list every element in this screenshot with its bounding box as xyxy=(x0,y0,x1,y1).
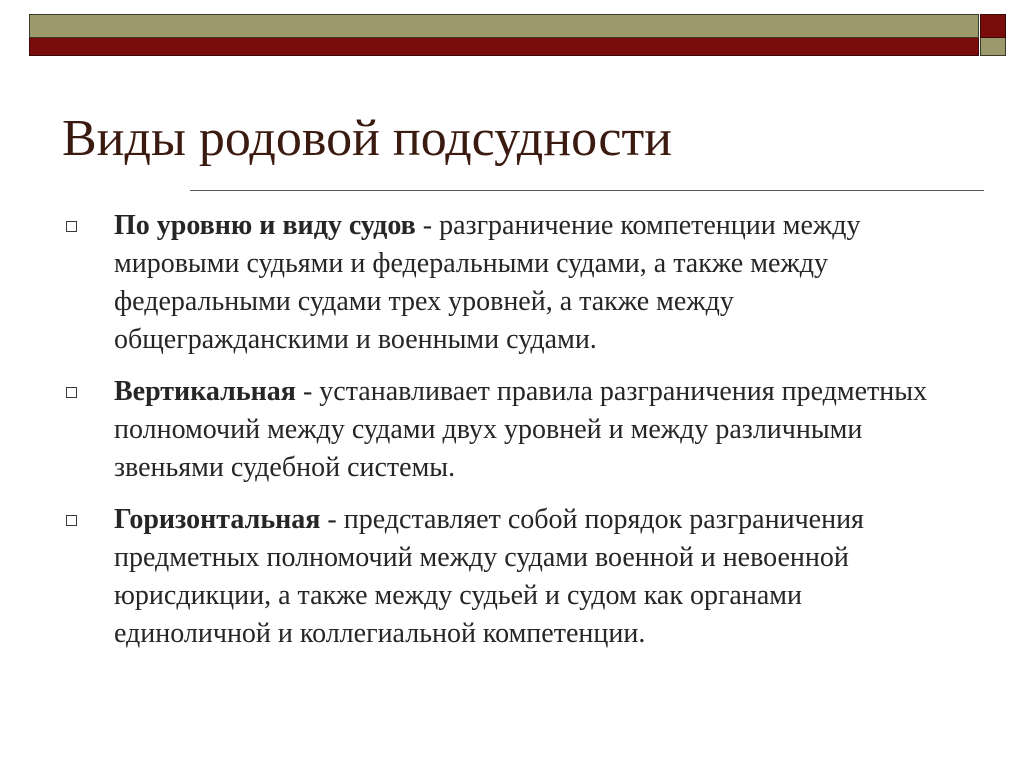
list-item xyxy=(60,373,950,487)
square-bullet-icon xyxy=(66,221,77,232)
list-item xyxy=(60,501,950,653)
item-text: - представляет собой порядок разграничения предметных полномочий между судами военной и невоенной юрисдикции, а также между судьей и судом как органами единоличной и коллегиальной компетенции. xyxy=(114,504,864,649)
slide-title: Виды родовой подсудности xyxy=(62,110,673,167)
item-term: По уровню и виду судов xyxy=(114,210,416,241)
item-term: Горизонтальная xyxy=(114,504,321,535)
square-bullet-icon xyxy=(66,515,77,526)
header-bar-red xyxy=(29,38,979,56)
header-square-red xyxy=(980,14,1006,38)
bullet-list xyxy=(60,207,950,667)
header-bar-olive xyxy=(29,14,979,38)
item-text: - устанавливает правила разграничения предметных полномочий между судами двух уровней и между различными звеньями судебной системы. xyxy=(114,376,928,483)
item-term: Вертикальная xyxy=(114,376,296,407)
item-text: - разграничение компетенции между мировыми судьями и федеральными судами, а также между федеральными судами трех уровней, а также между общегражданскими и военными судами. xyxy=(114,210,861,355)
list-item xyxy=(60,207,950,359)
square-bullet-icon xyxy=(66,387,77,398)
title-divider xyxy=(190,190,984,191)
header-square-olive xyxy=(980,38,1006,56)
